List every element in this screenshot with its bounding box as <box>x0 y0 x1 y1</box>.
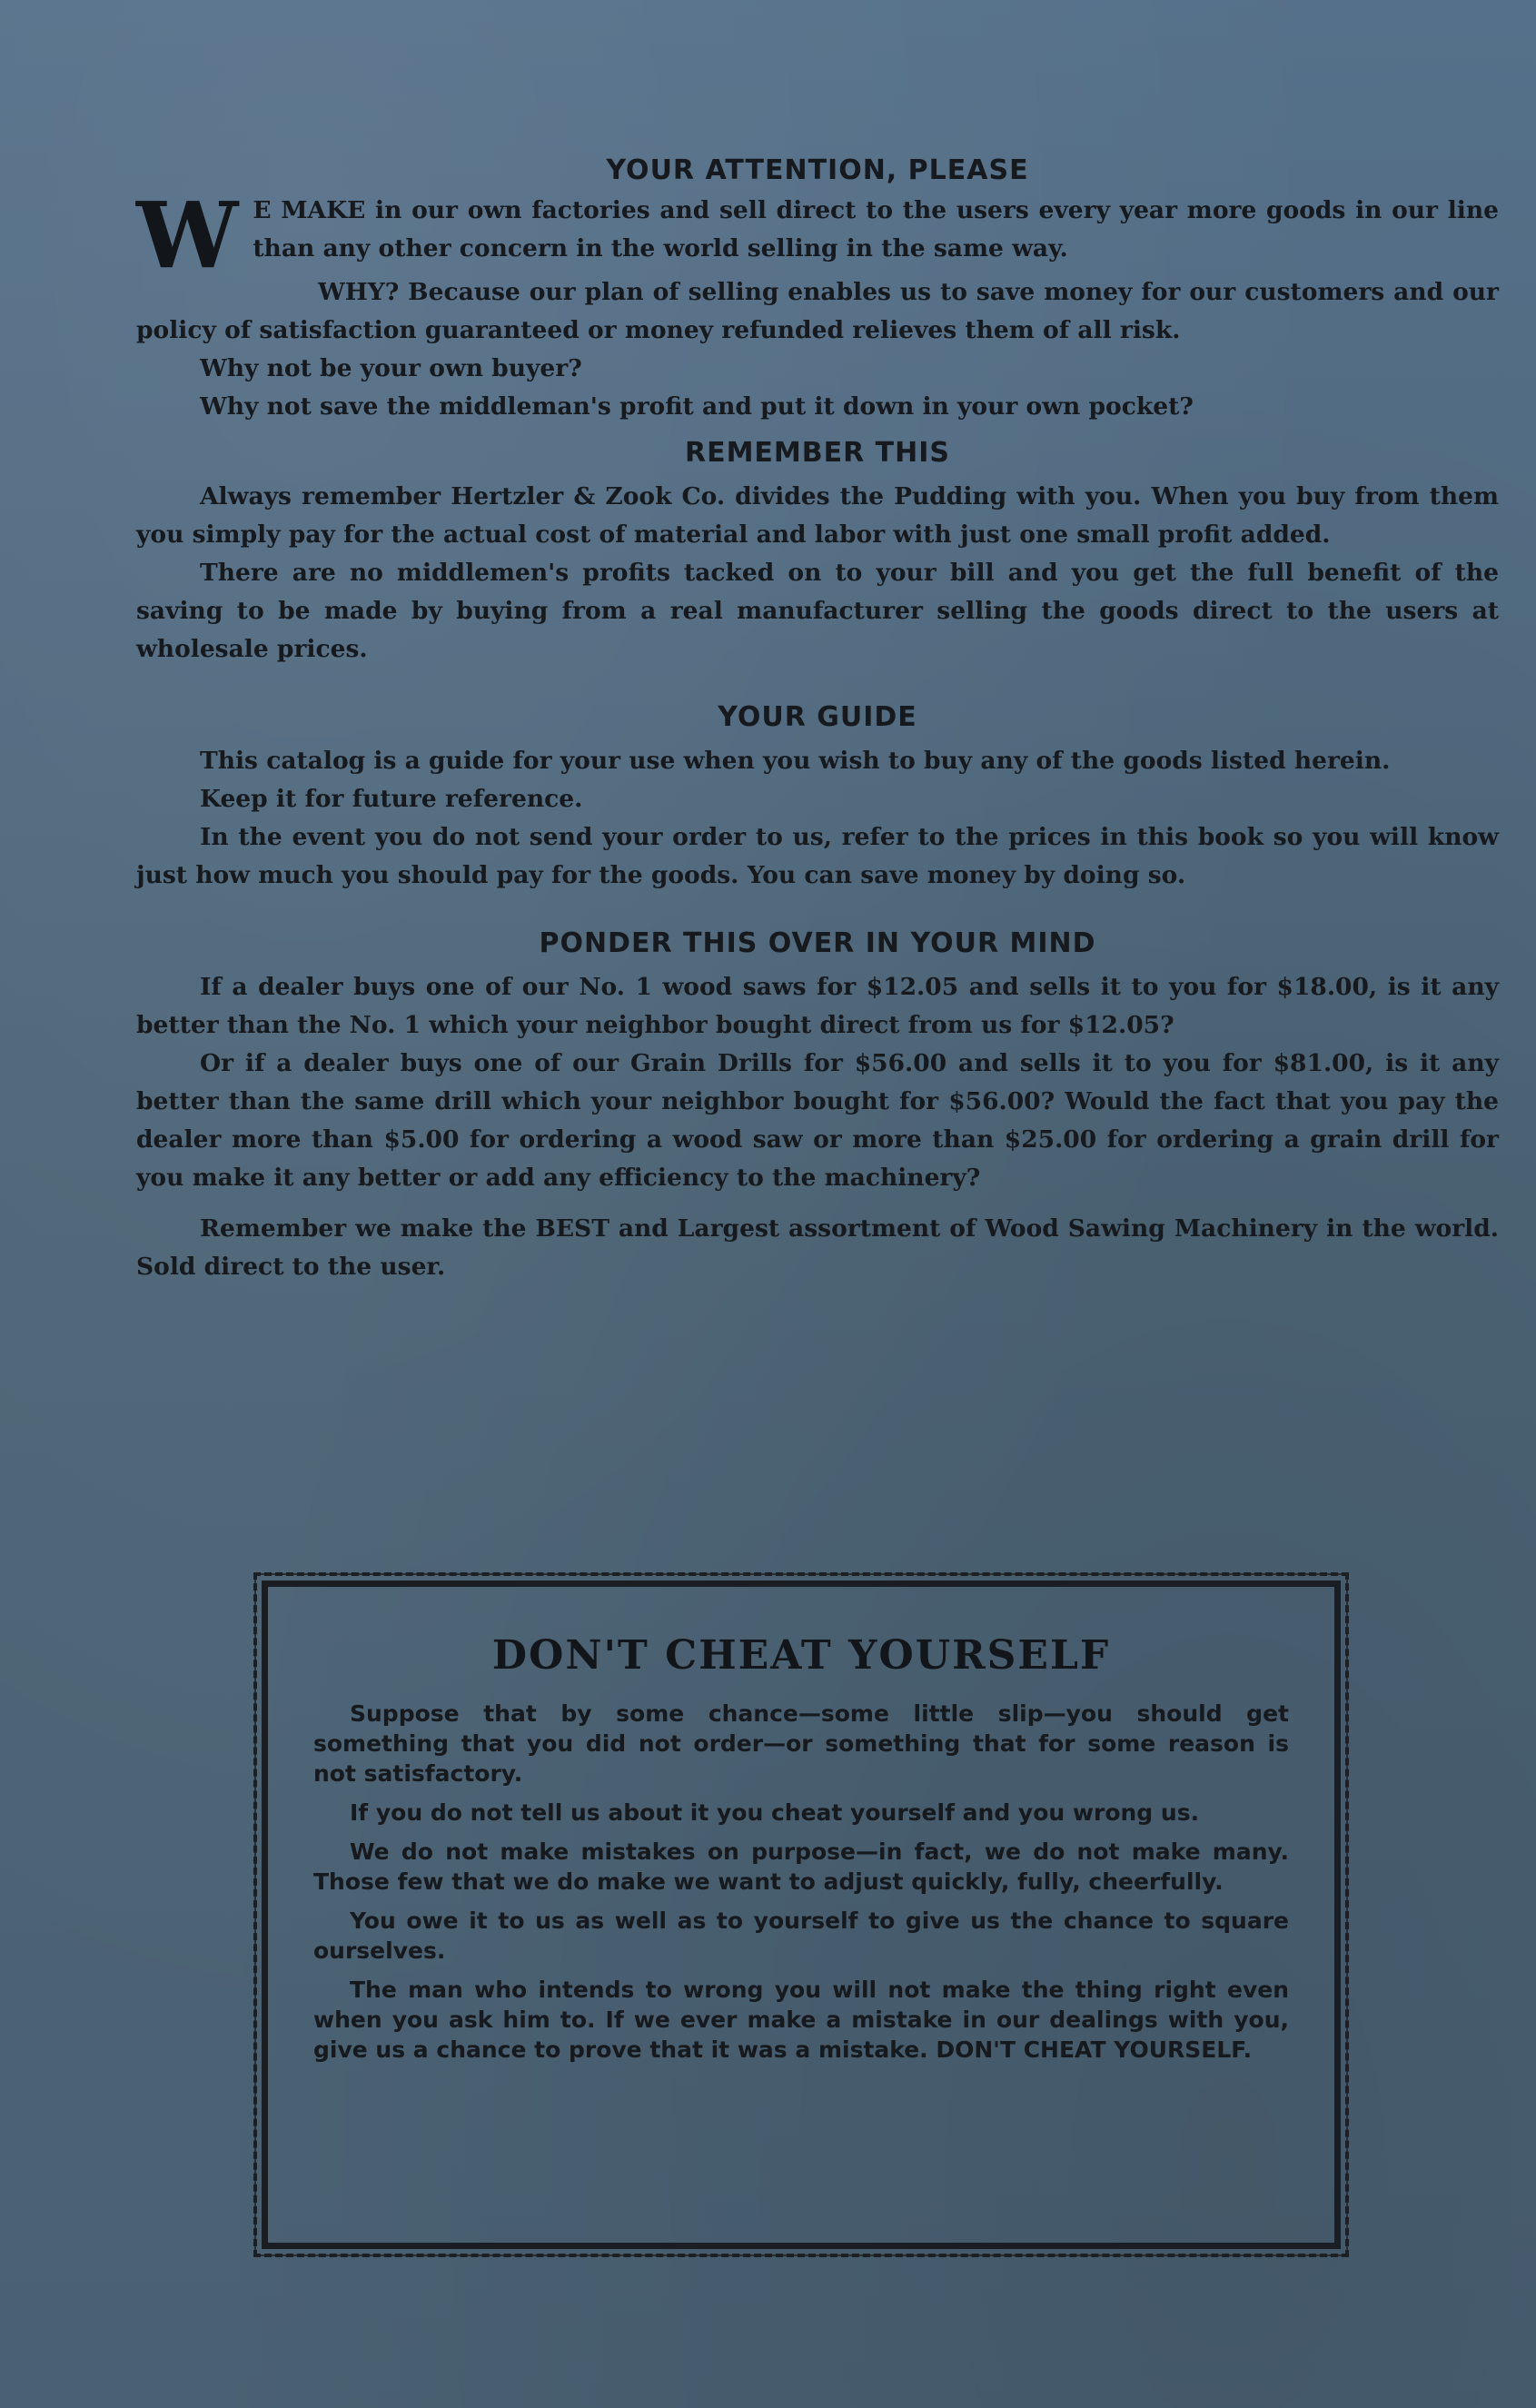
notice-paragraph-mistakes: We do not make mistakes on purpose—in fact, we do not make many. Those few that we do make we want to adjust quickly, fully, cheerfully. <box>313 1838 1289 1895</box>
no-middlemen-paragraph: There are no middlemen's profits tacked on to your bill and you get the full benefit of the saving to be made by buying from a real manufacturer selling the goods direct to the users at wholesale prices. <box>136 559 1499 663</box>
pudding-paragraph: Always remember Hertzler & Zook Co. divides the Pudding with you. When you buy from them you simply pay for the actual cost of material and labor with just one small profit added. <box>136 482 1499 549</box>
heading-remember-this: REMEMBER THIS <box>684 437 951 469</box>
heading-your-guide: YOUR GUIDE <box>718 701 917 733</box>
notice-paragraph-wrong-you: The man who intends to wrong you will not make the thing right even when you ask him to. If we ever make a mistake in our dealings with you, give us a chance to prove that it was a mistake. DON'T CHEAT YOURSELF. <box>313 1977 1289 2063</box>
drop-cap-letter: W <box>136 182 239 289</box>
grain-drill-paragraph: Or if a dealer buys one of our Grain Drills for $56.00 and sells it to you for $81.00, is it any better than the same drill which your neighbor bought for $56.00? Would the fact that you pay the dealer more than $5.00 for ordering a wood saw or more than $25.00 for ordering a grain drill for you make it any better or add any efficiency to the machinery? <box>136 1049 1499 1192</box>
refer-prices-paragraph: In the event you do not send your order to us, refer to the prices in this book so you will know just how much you should pay for the goods. You can save money by doing so. <box>136 823 1499 889</box>
intro-paragraph <box>136 182 1499 289</box>
heading-your-attention: YOUR ATTENTION, PLEASE <box>606 154 1029 186</box>
keep-reference-paragraph: Keep it for future reference. <box>200 785 583 813</box>
why-paragraph: WHY? Because our plan of selling enables us to save money for our customers and our policy of satisfaction guaranteed or money refunded relieves them of all risk. <box>136 278 1499 344</box>
notice-paragraph-chance: Suppose that by some chance—some little slip—you should get something that you did not order—or something that for some reason is not satisfactory. <box>313 1700 1289 1787</box>
catalog-page <box>136 154 1499 1286</box>
wood-saw-paragraph: If a dealer buys one of our No. 1 wood saws for $12.05 and sells it to you for $18.00, is it any better than the No. 1 which your neighbor bought direct from us for $12.05? <box>136 973 1499 1039</box>
catalog-guide-paragraph: This catalog is a guide for your use when you wish to buy any of the goods listed herein. <box>200 747 1391 775</box>
notice-title: DON'T CHEAT YOURSELF <box>491 1632 1111 1679</box>
best-assortment-paragraph: Remember we make the BEST and Largest assortment of Wood Sawing Machinery in the world. Sold direct to the user. <box>136 1214 1499 1281</box>
dont-cheat-yourself-box <box>262 1581 1341 2249</box>
heading-ponder-this: PONDER THIS OVER IN YOUR MIND <box>539 927 1096 959</box>
intro-paragraph-text: E MAKE in our own factories and sell direct to the users every year more goods in our line than any other concern in the world selling in the same way. <box>253 196 1499 263</box>
notice-paragraph-owe-it: You owe it to us as well as to yourself to give us the chance to square ourselves. <box>313 1908 1289 1964</box>
own-buyer-paragraph: Why not be your own buyer? <box>200 354 582 382</box>
notice-paragraph-tell-us: If you do not tell us about it you cheat yourself and you wrong us. <box>350 1799 1200 1826</box>
middleman-paragraph: Why not save the middleman's profit and put it down in your own pocket? <box>200 392 1194 421</box>
